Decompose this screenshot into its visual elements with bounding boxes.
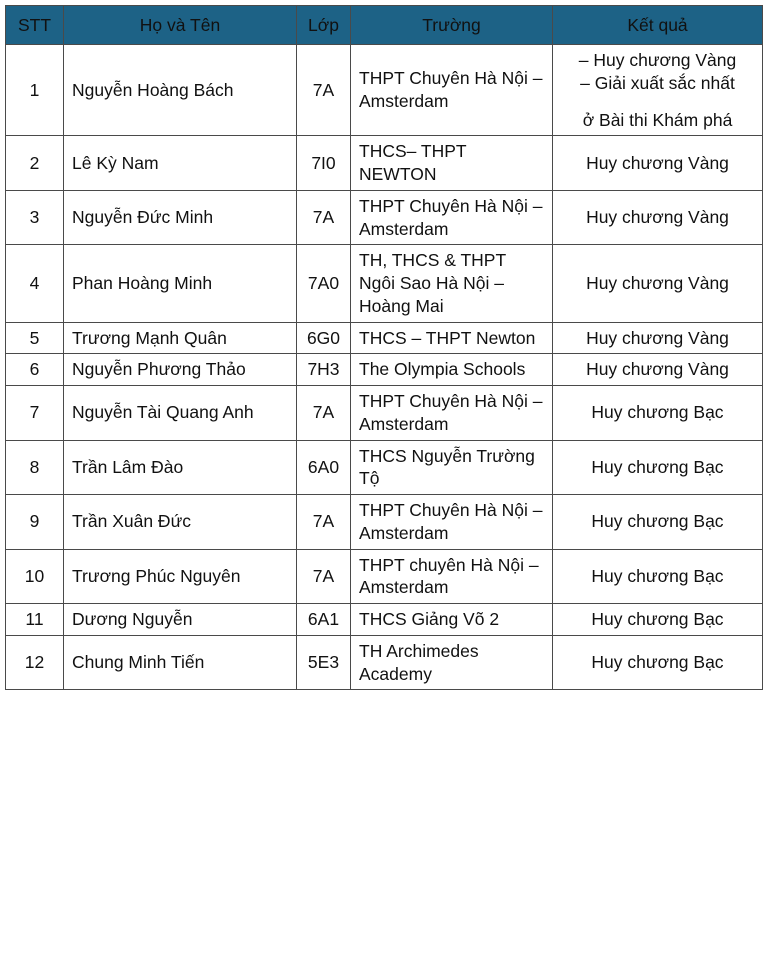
cell-school <box>351 322 553 354</box>
cell-result: Huy chương Bạc <box>553 635 763 690</box>
table-row <box>6 604 763 636</box>
cell-stt: 3 <box>6 190 64 245</box>
school-name-text: THPT Chuyên Hà Nội – Amsterdam <box>359 500 543 543</box>
cell-result: Huy chương Vàng <box>553 136 763 191</box>
table-row <box>6 190 763 245</box>
result-line-3: ở Bài thi Khám phá <box>582 109 733 130</box>
cell-school <box>351 354 553 386</box>
results-table <box>5 5 763 690</box>
cell-student-name: Trần Xuân Đức <box>64 495 297 550</box>
school-name-text: THCS Nguyễn Trường Tộ <box>359 445 535 489</box>
cell-result: Huy chương Vàng <box>553 245 763 322</box>
cell-result: Huy chương Bạc <box>553 549 763 604</box>
header-row <box>6 6 763 45</box>
cell-stt: 10 <box>6 549 64 604</box>
school-name-text: THCS Giảng Võ 2 <box>359 609 500 629</box>
column-header-school: Trường <box>351 6 553 45</box>
school-name-text: TH, THCS & THPT Ngôi Sao Hà Nội – Hoàng Mai <box>359 250 506 316</box>
cell-school <box>351 136 553 191</box>
cell-class: 7A <box>297 190 351 245</box>
cell-class: 7H3 <box>297 354 351 386</box>
school-name-text: THCS– THPT NEWTON <box>359 141 467 184</box>
cell-stt: 4 <box>6 245 64 322</box>
cell-stt: 9 <box>6 495 64 550</box>
table-row <box>6 136 763 191</box>
cell-school <box>351 440 553 495</box>
result-line-1: – Huy chương Vàng <box>578 50 737 70</box>
cell-class: 6A0 <box>297 440 351 495</box>
cell-result: Huy chương Vàng <box>553 354 763 386</box>
cell-result: Huy chương Vàng <box>553 190 763 245</box>
table-row <box>6 495 763 550</box>
cell-school <box>351 635 553 690</box>
cell-result: Huy chương Vàng <box>553 322 763 354</box>
cell-class: 7A0 <box>297 245 351 322</box>
cell-class: 7I0 <box>297 136 351 191</box>
cell-stt: 8 <box>6 440 64 495</box>
cell-school <box>351 45 553 136</box>
cell-class: 6A1 <box>297 604 351 636</box>
cell-class: 7A <box>297 386 351 441</box>
cell-school <box>351 190 553 245</box>
cell-result <box>553 45 763 136</box>
column-header-name: Họ và Tên <box>64 6 297 45</box>
school-name-text: THPT chuyên Hà Nội – Amsterdam <box>359 554 539 598</box>
table-row <box>6 386 763 441</box>
table-row <box>6 322 763 354</box>
cell-student-name: Phan Hoàng Minh <box>64 245 297 322</box>
table-row <box>6 45 763 136</box>
cell-class: 7A <box>297 45 351 136</box>
cell-class: 7A <box>297 549 351 604</box>
cell-class: 6G0 <box>297 322 351 354</box>
cell-class: 5E3 <box>297 635 351 690</box>
cell-result: Huy chương Bạc <box>553 495 763 550</box>
school-name-text: THPT Chuyên Hà Nội – Amsterdam <box>359 68 543 112</box>
table-header <box>6 6 763 45</box>
school-name-text: TH Archimedes Academy <box>359 640 479 684</box>
table-row <box>6 245 763 322</box>
cell-result: Huy chương Bạc <box>553 386 763 441</box>
table-row <box>6 549 763 604</box>
cell-school <box>351 495 553 550</box>
cell-class: 7A <box>297 495 351 550</box>
school-name-text: The Olympia Schools <box>359 359 526 380</box>
cell-student-name: Nguyễn Phương Thảo <box>64 354 297 386</box>
table-row <box>6 440 763 495</box>
table-row <box>6 354 763 386</box>
cell-student-name: Nguyễn Đức Minh <box>64 190 297 245</box>
column-header-result: Kết quả <box>553 6 763 45</box>
cell-student-name: Chung Minh Tiến <box>64 635 297 690</box>
cell-stt: 5 <box>6 322 64 354</box>
school-name-text: THPT Chuyên Hà Nội – Amsterdam <box>359 391 543 434</box>
table-body <box>6 45 763 690</box>
column-header-stt: STT <box>6 6 64 45</box>
cell-student-name: Trương Mạnh Quân <box>64 322 297 354</box>
result-line-2: – Giải xuất sắc nhất <box>580 72 735 93</box>
school-name-text: THCS – THPT Newton <box>359 327 536 348</box>
result-line-group <box>561 49 754 131</box>
cell-student-name: Trương Phúc Nguyên <box>64 549 297 604</box>
cell-student-name: Trần Lâm Đào <box>64 440 297 495</box>
cell-student-name: Nguyễn Tài Quang Anh <box>64 386 297 441</box>
cell-stt: 12 <box>6 635 64 690</box>
cell-stt: 11 <box>6 604 64 636</box>
cell-result: Huy chương Bạc <box>553 440 763 495</box>
cell-stt: 2 <box>6 136 64 191</box>
cell-school <box>351 604 553 636</box>
school-name-text: THPT Chuyên Hà Nội – Amsterdam <box>359 195 543 239</box>
cell-student-name: Dương Nguyễn <box>64 604 297 636</box>
cell-student-name: Nguyễn Hoàng Bách <box>64 45 297 136</box>
cell-school <box>351 245 553 322</box>
table-row <box>6 635 763 690</box>
cell-school <box>351 386 553 441</box>
cell-stt: 1 <box>6 45 64 136</box>
cell-stt: 7 <box>6 386 64 441</box>
column-header-class: Lớp <box>297 6 351 45</box>
cell-stt: 6 <box>6 354 64 386</box>
cell-school <box>351 549 553 604</box>
cell-student-name: Lê Kỳ Nam <box>64 136 297 191</box>
cell-result: Huy chương Bạc <box>553 604 763 636</box>
